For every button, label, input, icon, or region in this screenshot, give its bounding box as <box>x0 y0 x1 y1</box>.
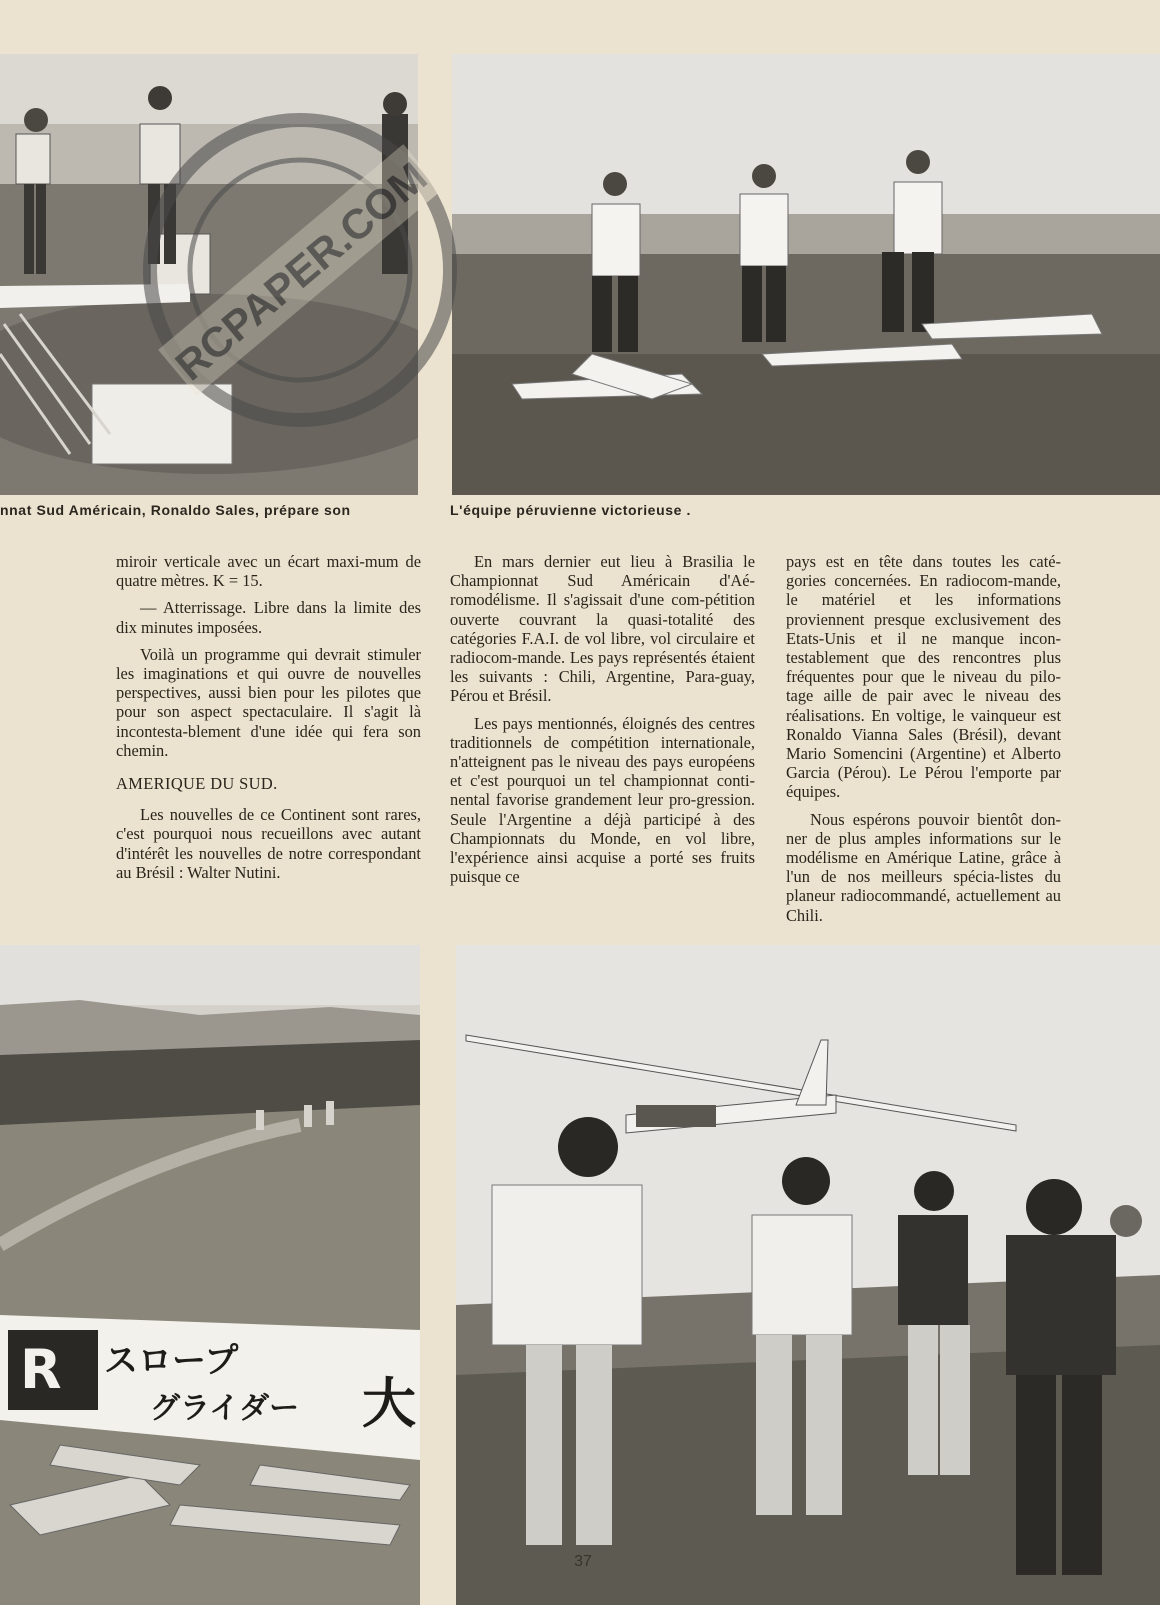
photo-glider-launch <box>456 945 1160 1605</box>
paragraph: pays est en tête dans toutes les caté-gories concernées. En radiocom-mande, le matériel et les informations proviennent presque exclusivement des Etats-Unis et il ne manque incon-testablement que des rencontres plus fréquentes pour que le niveau du pilo-tage aille de pair avec le niveau des réalisations. En voltige, le vainqueur est Ronaldo Vianna Sales (Brésil), devant Mario Somencini (Argentine) et Alberto Garcia (Pérou). Le Pérou l'emporte par équipes. <box>786 552 1061 802</box>
text-column-3 <box>786 552 1061 933</box>
paragraph: miroir verticale avec un écart maxi-mum de quatre mètres. K = 15. <box>116 552 421 591</box>
caption-photo-2: L'équipe péruvienne victorieuse . <box>450 502 691 518</box>
banner-line-2: グライダー <box>150 1391 300 1426</box>
paragraph: Nous espérons pouvoir bientôt don-ner de plus amples informations sur le modélisme en Amérique Latine, grâce à l'un de nos meilleurs spécia-listes du planeur radiocommandé, actuellement au Chili. <box>786 809 1061 925</box>
text-column-1 <box>116 552 421 890</box>
banner-line-1: スロープ <box>104 1341 239 1381</box>
paragraph: — Atterrissage. Libre dans la limite des dix minutes imposées. <box>116 598 421 637</box>
paragraph: En mars dernier eut lieu à Brasilia le Championnat Sud Américain d'Aé-romodélisme. Il s'agissait d'une com-pétition ouverte couvrant la quasi-totalité des catégories F.A.I. de vol libre, vol circulaire et radiocom-mande. Les pays représentés étaient les suivants : Chili, Argentine, Para-guay, Pérou et Brésil. <box>450 552 755 706</box>
caption-photo-1: nnat Sud Américain, Ronaldo Sales, prépare son <box>0 502 351 518</box>
text-column-2 <box>450 552 755 894</box>
watermark-text: RCPAPER.COM <box>166 152 436 390</box>
japanese-banner <box>0 1300 420 1470</box>
paragraph: Voilà un programme qui devrait stimuler les imaginations et qui ouvre de nouvelles perspectives, aussi bien pour les pilotes que pour son aspect spectaculaire. Il s'agit là incontesta-blement d'une idée qui fera son chemin. <box>116 644 421 760</box>
photo-slope-landscape <box>0 945 420 1605</box>
photo-peruvian-team <box>452 54 1160 495</box>
rcpaper-watermark <box>120 90 480 450</box>
paragraph: Les pays mentionnés, éloignés des centres traditionnels de compétition internationale, n'atteignent pas le niveau des pays européens et c'est pourquoi un tel championnat conti-nental favorise grandement leur pro-gression. Seule l'Argentine a déjà participé à des Championnats du Monde, en vol libre, l'expérience ainsi acquise a porté ses fruits puisque ce <box>450 713 755 887</box>
page-number: 37 <box>574 1553 592 1570</box>
svg-text:R: R <box>20 1338 62 1401</box>
banner-big-char: 大 <box>362 1372 416 1435</box>
paragraph: Les nouvelles de ce Continent sont rares, c'est pourquoi nous recueillons avec autant d'intérêt les nouvelles de notre correspondant au Brésil : Walter Nutini. <box>116 805 421 882</box>
section-heading: AMERIQUE DU SUD. <box>116 774 278 794</box>
